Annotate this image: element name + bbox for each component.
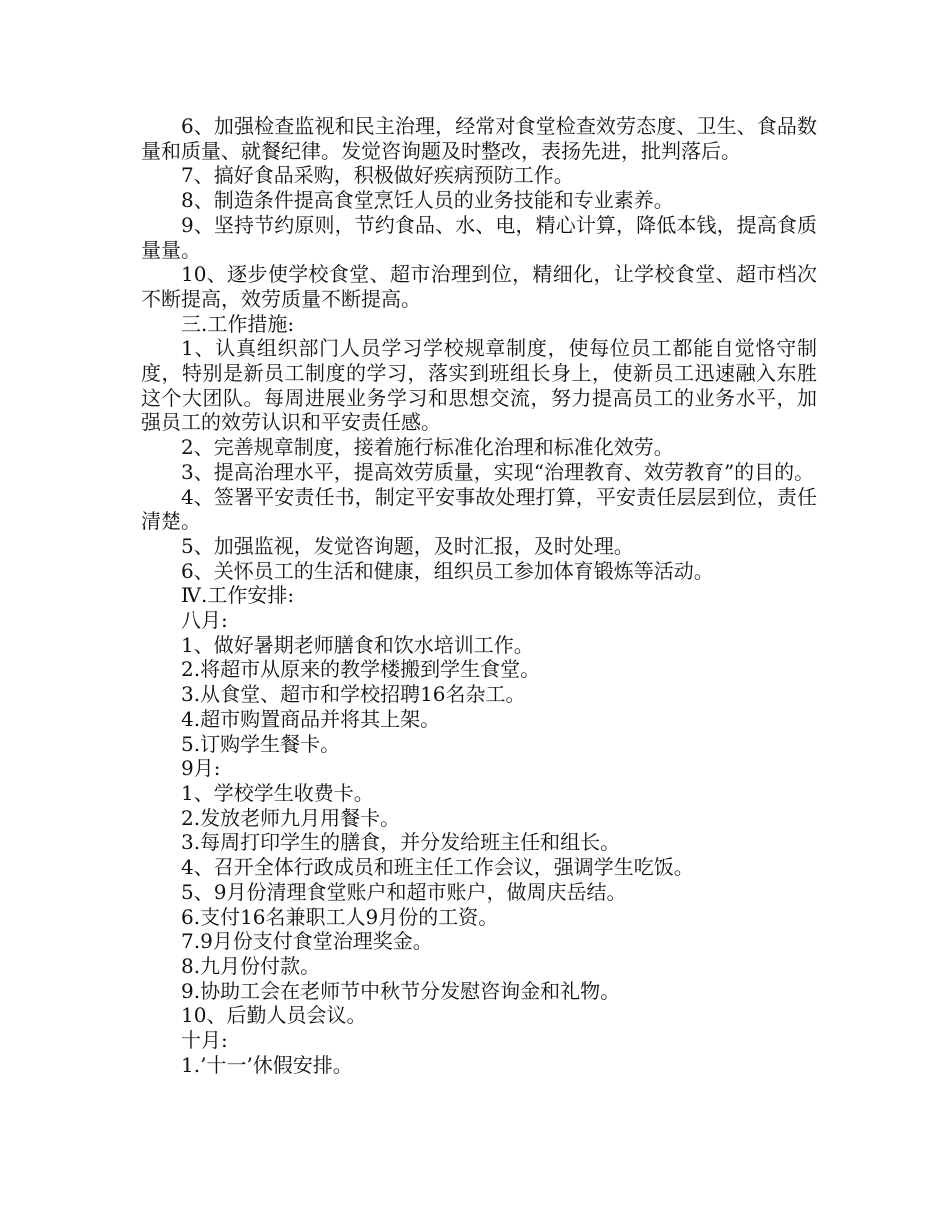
september-item-3: 3.每周打印学生的膳食，并分发给班主任和组长。 bbox=[181, 830, 621, 855]
paragraph-measure-1: 1、认真组织部门人员学习学校规章制度，使每位员工都能自觉恪守制度，特别是新员工制度的学习，落实到班组长身上，使新员工迅速融入东胜这个大团队。每周进展业务学习和思想交流，努力提高员工的业务水平，加强员工的效劳认识和平安责任感。 bbox=[141, 336, 817, 435]
paragraph-item-9-saving: 9、坚持节约原则，节约食品、水、电，精心计算，降低本钱，提高食质量量。 bbox=[141, 212, 817, 262]
august-item-2: 2.将超市从原来的教学楼搬到学生食堂。 bbox=[181, 657, 541, 682]
paragraph-measure-3: 3、提高治理水平，提高效劳质量，实现“治理教育、效劳教育”的目的。 bbox=[181, 459, 815, 484]
section-heading-measures: 三.工作措施: bbox=[181, 311, 295, 336]
paragraph-item-8-skills: 8、制造条件提高食堂烹饪人员的业务技能和专业素养。 bbox=[181, 188, 674, 213]
september-item-10: 10、后勤人员会议。 bbox=[181, 1003, 367, 1028]
september-item-6: 6.支付16名兼职工人9月份的工资。 bbox=[181, 904, 499, 929]
paragraph-measure-5: 5、加强监视，发觉咨询题，及时汇报，及时处理。 bbox=[181, 533, 634, 558]
month-heading-august: 八月: bbox=[181, 608, 228, 633]
month-heading-october: 十月: bbox=[181, 1028, 228, 1053]
august-item-3: 3.从食堂、超市和学校招聘16名杂工。 bbox=[181, 682, 526, 707]
paragraph-item-6-supervision: 6、加强检查监视和民主治理，经常对食堂检查效劳态度、卫生、食品数量和质量、就餐纪律。发觉咨询题及时整改，表扬先进，批判落后。 bbox=[141, 114, 817, 163]
september-item-2: 2.发放老师九月用餐卡。 bbox=[181, 805, 401, 830]
paragraph-measure-6: 6、关怀员工的生活和健康，组织员工参加体育锻炼等活动。 bbox=[181, 558, 714, 583]
paragraph-measure-4: 4、签署平安责任书，制定平安事故处理打算，平安责任层层到位，责任清楚。 bbox=[141, 484, 817, 534]
september-item-8: 8.九月份付款。 bbox=[181, 953, 321, 978]
september-item-9: 9.协助工会在老师节中秋节分发慰咨询金和礼物。 bbox=[181, 978, 621, 1003]
august-item-4: 4.超市购置商品并将其上架。 bbox=[181, 706, 441, 731]
section-heading-schedule: Ⅳ.工作安排: bbox=[181, 583, 295, 608]
september-item-4: 4、召开全体行政成员和班主任工作会议，强调学生吃饭。 bbox=[181, 855, 694, 880]
september-item-1: 1、学校学生收费卡。 bbox=[181, 780, 374, 805]
paragraph-item-10-management: 10、逐步使学校食堂、超市治理到位，精细化，让学校食堂、超市档次不断提高，效劳质量不断提高。 bbox=[141, 262, 817, 311]
october-item-1: 1.’十一’休假安排。 bbox=[181, 1052, 353, 1077]
document-body bbox=[141, 114, 817, 1077]
month-heading-september: 9月: bbox=[181, 756, 221, 781]
september-item-5: 5、9月份清理食堂账户和超市账户，做周庆岳结。 bbox=[181, 879, 627, 904]
august-item-1: 1、做好暑期老师膳食和饮水培训工作。 bbox=[181, 632, 534, 657]
paragraph-item-7-procurement: 7、搞好食品采购，积极做好疾病预防工作。 bbox=[181, 163, 574, 188]
august-item-5: 5.订购学生餐卡。 bbox=[181, 731, 341, 756]
paragraph-measure-2: 2、完善规章制度，接着施行标准化治理和标准化效劳。 bbox=[181, 435, 674, 460]
september-item-7: 7.9月份支付食堂治理奖金。 bbox=[181, 929, 433, 954]
